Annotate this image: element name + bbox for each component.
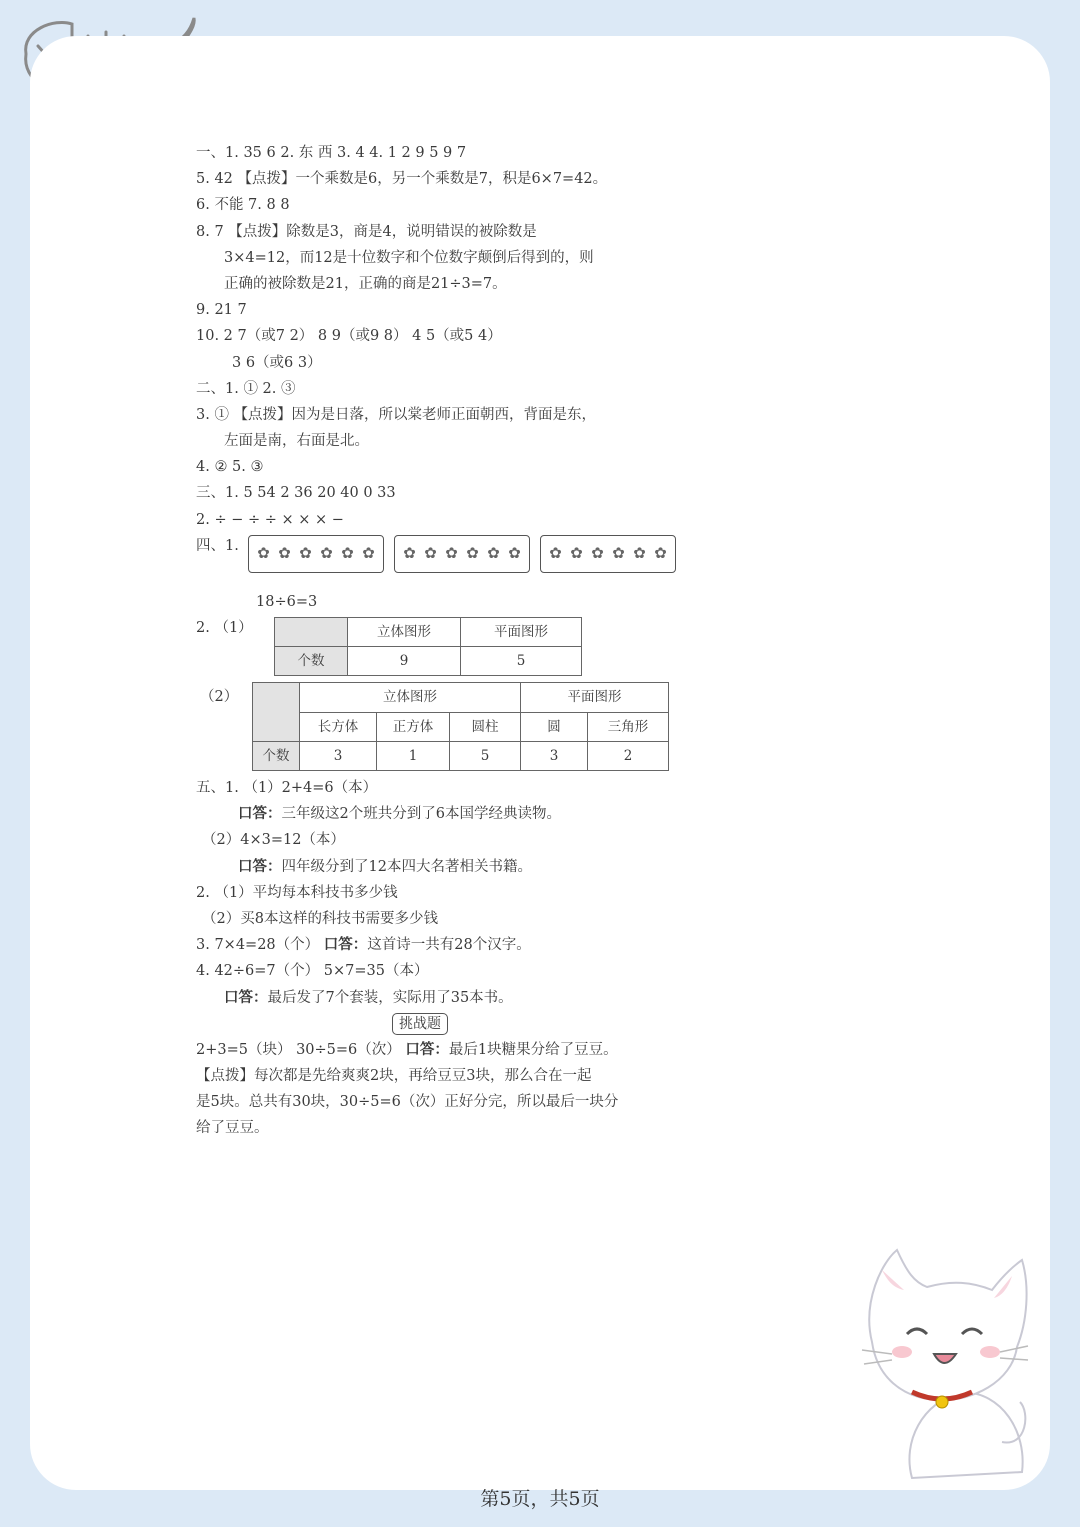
table-header: 平面图形 (461, 618, 582, 647)
table-header: 圆柱 (450, 712, 521, 741)
answer-line: 一、1. 35 6 2. 东 西 3. 4 4. 1 2 9 5 9 7 (196, 145, 467, 161)
table-cell: 3 (521, 741, 588, 770)
answer-line: 正确的被除数是21，正确的商是21÷3=7。 (224, 275, 507, 292)
flower-icon: ✿ (654, 544, 667, 563)
answer-line (196, 854, 676, 880)
answer-line (196, 801, 676, 827)
answer-line: （2）4×3=12（本） (202, 832, 345, 849)
flower-icon: ✿ (466, 544, 479, 563)
answer-line: 5. 42 【点拨】一个乘数是6，另一个乘数是7，积是6×7=42。 (196, 171, 608, 188)
cat-illustration (852, 1242, 1032, 1484)
flower-icon: ✿ (278, 544, 291, 563)
oral-answer-text: 三年级这2个班共分到了6本国学经典读物。 (281, 806, 561, 823)
oral-answer-text: 这首诗一共有28个汉字。 (367, 937, 531, 954)
shape-count-table-1 (274, 617, 582, 676)
flower-icon: ✿ (320, 544, 333, 563)
answer-text: 3. 7×4=28（个） (196, 937, 324, 954)
table-header: 长方体 (300, 712, 377, 741)
flower-icon: ✿ (570, 544, 583, 563)
shape-count-table-2 (252, 682, 669, 771)
flower-icon: ✿ (612, 544, 625, 563)
flower-icon: ✿ (341, 544, 354, 563)
flower-icon: ✿ (299, 544, 312, 563)
oral-answer-label: 口答： (405, 1040, 449, 1058)
table-row-label: 个数 (253, 741, 300, 770)
flower-icon: ✿ (362, 544, 375, 563)
answer-line: 2. ÷ − ÷ ÷ × × × − (196, 511, 344, 528)
answer-line (196, 932, 676, 958)
table-header: 正方体 (377, 712, 450, 741)
flower-group-box (540, 535, 676, 573)
flower-group-box (248, 535, 384, 573)
table-cell: 2 (588, 741, 669, 770)
answer-content: 一、1. 35 6 2. 东 西 3. 4 4. 1 2 9 5 9 7 5. 42 【点拨】一个乘数是6，另一个乘数是7，积是6×7=42。 6. 不能 7. 8 8 8. 7 【点拨】除数是3，商是4，说明错误的被除数是 3×4=12，而12是十位数字和个位数字颠倒后得到的，则 正确的被除数是21，正确的商是21÷3=7。 9. 21 7 10. 2 7（或7 2） 8 9（或9 8） 4 5（或5 4） 3 6（或6 3） 二、1. ① 2. ③ 3. ① 【点拨】因为是日落，所以棠老师正面朝西，背面是东， 左面是南，右面是北。 4. ② 5. ③ 三、1. 5 54 2 36 20 40 0 33 2. ÷ − ÷ ÷ × × × − 四、1. ✿ ✿ ✿ ✿ ✿ ✿ ✿ ✿ ✿ ✿ ✿ ✿ ✿ ✿ ✿ ✿ ✿ ✿ 18÷6=3 2. （1） 立体图形 平面图形 个数 9 5 （2） 立体图形 平面图形 长方体 正方体 圆柱 圆 三角形 个数 3 1 5 3 2 五、1. （1）2+4=6（本） 口答：三年级这2个班共分到了6本国学经典读物。 （2）4×3=12（本） 口答：四年级分到了12本四大名著相关书籍。 2. （1）平均每本科技书多少钱 （2）买8本这样的科技书需要多少钱 3. 7×4=28（个） 口答：这首诗一共有28个汉字。 4. 42÷6=7（个） 5×7=35（本） 口答：最后发了7个套装，实际用了35本书。 挑战题 2+3=5（块） 30÷5=6（次） 口答：最后1块糖果分给了豆豆。 【点拨】每次都是先给爽爽2块，再给豆豆3块，那么合在一起 是5块。总共有30块，30÷5=6（次）正好分完，所以最后一块分 给了豆豆。 (196, 140, 676, 1142)
answer-line: 8. 7 【点拨】除数是3，商是4，说明错误的被除数是 (196, 223, 537, 240)
answer-line: 3×4=12，而12是十位数字和个位数字颠倒后得到的，则 (224, 249, 594, 266)
answer-line: （2）买8本这样的科技书需要多少钱 (202, 910, 438, 927)
answer-line: 2. （1）平均每本科技书多少钱 (196, 884, 398, 901)
answer-line: 10. 2 7（或7 2） 8 9（或9 8） 4 5（或5 4） (196, 328, 502, 345)
answer-line: 五、1. （1）2+4=6（本） (196, 780, 378, 797)
answer-line: 4. 42÷6=7（个） 5×7=35（本） (196, 963, 429, 980)
oral-answer-label: 口答： (224, 988, 268, 1006)
table-header: 三角形 (588, 712, 669, 741)
answer-text: 2+3=5（块） 30÷5=6（次） (196, 1041, 406, 1058)
table-corner (275, 618, 348, 647)
answer-line: 【点拨】每次都是先给爽爽2块，再给豆豆3块，那么合在一起 (196, 1068, 592, 1085)
answer-line: 3 6（或6 3） (232, 354, 322, 371)
answer-line (196, 1037, 676, 1063)
flower-icon: ✿ (424, 544, 437, 563)
answer-line: （2） (200, 689, 239, 706)
page-footer: 第5页，共5页 (480, 1488, 600, 1510)
flower-group-box (394, 535, 530, 573)
flower-icon: ✿ (445, 544, 458, 563)
flower-icon: ✿ (487, 544, 500, 563)
table-cell: 9 (348, 647, 461, 676)
flower-icon: ✿ (257, 544, 270, 563)
table-group-header: 平面图形 (521, 683, 669, 712)
oral-answer-label: 口答： (323, 936, 368, 954)
answer-line: 给了豆豆。 (196, 1120, 269, 1137)
flower-icon: ✿ (633, 544, 646, 563)
table-header: 立体图形 (348, 618, 461, 647)
answer-line: 3. ① 【点拨】因为是日落，所以棠老师正面朝西，背面是东， (196, 406, 597, 423)
answer-line: 三、1. 5 54 2 36 20 40 0 33 (196, 485, 396, 502)
flower-icon: ✿ (549, 544, 562, 563)
answer-line: 是5块。总共有30块，30÷5=6（次）正好分完，所以最后一块分 (196, 1094, 619, 1111)
flower-icon: ✿ (403, 544, 416, 563)
flower-icon: ✿ (591, 544, 604, 563)
table-header: 圆 (521, 712, 588, 741)
oral-answer-label: 口答： (238, 805, 282, 823)
oral-answer-text: 最后1块糖果分给了豆豆。 (448, 1041, 618, 1058)
flower-icon: ✿ (508, 544, 521, 563)
answer-line: 9. 21 7 (196, 302, 247, 319)
answer-line: 4. ② 5. ③ (196, 459, 264, 476)
table-row-label: 个数 (275, 647, 348, 676)
table-cell: 1 (377, 741, 450, 770)
table-group-header: 立体图形 (300, 683, 521, 712)
table-corner (253, 683, 300, 741)
oral-answer-text: 最后发了7个套装，实际用了35本书。 (267, 989, 513, 1006)
table-cell: 3 (300, 741, 377, 770)
table-cell: 5 (461, 647, 582, 676)
answer-line (196, 985, 676, 1011)
answer-line: 6. 不能 7. 8 8 (196, 197, 290, 214)
answer-line: 二、1. ① 2. ③ (196, 380, 296, 397)
answer-line: 左面是南，右面是北。 (224, 433, 369, 450)
oral-answer-label: 口答： (238, 857, 282, 875)
answer-line: 18÷6=3 (256, 593, 318, 610)
answer-line: 四、1. (196, 537, 239, 554)
table-cell: 5 (450, 741, 521, 770)
oral-answer-text: 四年级分到了12本四大名著相关书籍。 (281, 858, 532, 875)
challenge-badge: 挑战题 (392, 1013, 448, 1035)
flower-groups (248, 535, 676, 573)
